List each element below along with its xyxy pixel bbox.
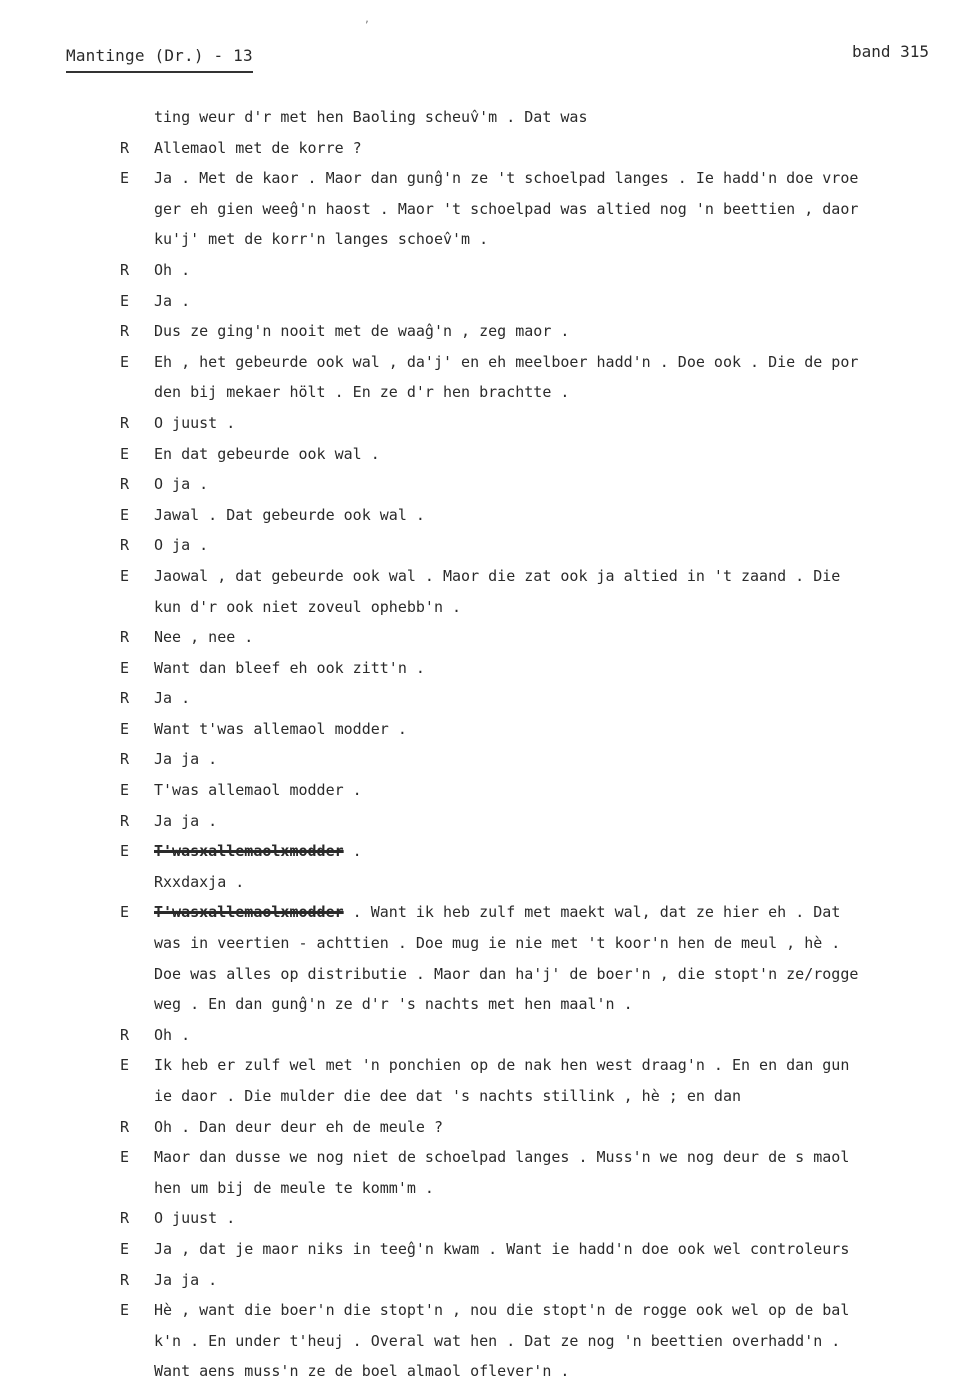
line-text: O ja . (154, 475, 209, 494)
line-text: was in veertien - achttien . Doe mug ie nie met 't koor'n hen de meul , hè . (154, 934, 841, 953)
utterance-text (154, 102, 979, 133)
speaker-label: E (120, 505, 130, 524)
transcript-entry (0, 1020, 979, 1051)
line-text: k'n . En under t'heuj . Overal wat hen . Dat ze nog 'n beettien overhadd'n . (154, 1331, 841, 1350)
transcript-entry (0, 255, 979, 286)
utterance-line (154, 1112, 979, 1143)
utterance-text (154, 1142, 979, 1203)
page-title: Mantinge (Dr.) - 13 (66, 46, 253, 73)
speaker-label: R (120, 628, 130, 647)
utterance-line (154, 1295, 979, 1326)
line-text: T'was allemaol modder . (154, 781, 362, 800)
utterance-text (154, 653, 979, 684)
utterance-text (154, 1203, 979, 1234)
transcript-entry (0, 714, 979, 745)
speaker-label: R (120, 322, 130, 341)
utterance-line (154, 102, 979, 133)
line-text: Jaowal , dat gebeurde ook wal . Maor die zat ook ja altied in 't zaand . Die (154, 566, 841, 585)
utterance-text (154, 1050, 979, 1111)
line-text: Want dan bleef eh ook zitt'n . (154, 658, 425, 677)
utterance-line (154, 1265, 979, 1296)
struck-text: T'wasxallemaolxmodder (154, 903, 344, 922)
line-text: Want aens muss'n ze de boel almaol oflever'n . (154, 1362, 570, 1381)
utterance-text (154, 897, 979, 1019)
line-text: . (343, 842, 362, 861)
utterance-text (154, 439, 979, 470)
transcript-entry (0, 1265, 979, 1296)
utterance-line (154, 1203, 979, 1234)
struck-text: T'wasxallemaolxmodder (154, 842, 344, 861)
utterance-text (154, 286, 979, 317)
utterance-line (154, 163, 979, 194)
line-text: Ja . (154, 689, 191, 708)
speaker-label: R (120, 750, 130, 769)
speaker-label: E (120, 291, 130, 310)
utterance-line (154, 653, 979, 684)
utterance-text (154, 1112, 979, 1143)
utterance-line (154, 1020, 979, 1051)
line-text: Doe was alles op distributie . Maor dan ha'j' de boer'n , die stopt'n ze/rogge (154, 964, 859, 983)
line-text: Ja ja . (154, 1270, 218, 1289)
line-text: Ja . Met de kaor . Maor dan gunĝ'n ze 't schoelpad langes . Ie hadd'n doe vroe (154, 169, 859, 188)
line-text: En dat gebeurde ook wal . (154, 444, 380, 463)
speaker-label: R (120, 689, 130, 708)
utterance-line (154, 959, 979, 990)
utterance-line (154, 1173, 979, 1204)
utterance-line (154, 408, 979, 439)
utterance-text (154, 622, 979, 653)
utterance-line (154, 1081, 979, 1112)
utterance-text (154, 867, 979, 898)
line-text: Want t'was allemaol modder . (154, 719, 407, 738)
utterance-line (154, 744, 979, 775)
utterance-line (154, 806, 979, 837)
line-text: Rxxdaxja . (154, 872, 245, 891)
transcript-entry (0, 1295, 979, 1387)
speaker-label: R (120, 1209, 130, 1228)
utterance-line (154, 1050, 979, 1081)
line-text: Hè , want die boer'n die stopt'n , nou die stopt'n de rogge ook wel op de bal (154, 1301, 850, 1320)
line-text: hen um bij de meule te komm'm . (154, 1178, 434, 1197)
transcript-entry (0, 806, 979, 837)
transcript-entry (0, 500, 979, 531)
utterance-line (154, 224, 979, 255)
transcript-entry (0, 653, 979, 684)
line-text: Dus ze ging'n nooit met de waaĝ'n , zeg maor . (154, 322, 570, 341)
transcript-entry (0, 408, 979, 439)
transcript-entry (0, 1112, 979, 1143)
speaker-label: E (120, 1301, 130, 1320)
utterance-line (154, 255, 979, 286)
utterance-line (154, 928, 979, 959)
line-text: Oh . (154, 1025, 191, 1044)
line-text: Eh , het gebeurde ook wal , da'j' en eh meelboer hadd'n . Doe ook . Die de por (154, 352, 859, 371)
utterance-text (154, 255, 979, 286)
speaker-label: E (120, 352, 130, 371)
utterance-line (154, 714, 979, 745)
line-text: ger eh gien weeĝ'n haost . Maor 't schoelpad was altied nog 'n beettien , daor (154, 199, 859, 218)
utterance-line (154, 439, 979, 470)
utterance-text (154, 744, 979, 775)
utterance-text (154, 683, 979, 714)
line-text: Maor dan dusse we nog niet de schoelpad langes . Muss'n we nog deur de s maol (154, 1148, 850, 1167)
utterance-line (154, 836, 979, 867)
utterance-line (154, 1326, 979, 1357)
speaker-label: E (120, 781, 130, 800)
speaker-label: E (120, 842, 130, 861)
line-text: Ik heb er zulf wel met 'n ponchien op de nak hen west draag'n . En en dan gun (154, 1056, 850, 1075)
speaker-label: R (120, 413, 130, 432)
utterance-line (154, 194, 979, 225)
line-text: Jawal . Dat gebeurde ook wal . (154, 505, 425, 524)
utterance-text (154, 806, 979, 837)
line-text: Allemaol met de korre ? (154, 138, 362, 157)
speaker-label: E (120, 444, 130, 463)
transcript-entry (0, 1234, 979, 1265)
scan-speck: , (364, 14, 371, 25)
speaker-label: R (120, 1025, 130, 1044)
transcript-entry (0, 133, 979, 164)
utterance-text (154, 163, 979, 255)
transcript-entry (0, 867, 979, 898)
band-number: band 315 (852, 42, 930, 61)
line-text: Nee , nee . (154, 628, 254, 647)
utterance-line (154, 1142, 979, 1173)
speaker-label: E (120, 169, 130, 188)
utterance-line (154, 989, 979, 1020)
transcript-entry (0, 286, 979, 317)
utterance-line (154, 683, 979, 714)
utterance-line (154, 1356, 979, 1387)
utterance-line (154, 347, 979, 378)
speaker-label: E (120, 1148, 130, 1167)
transcript-entry (0, 683, 979, 714)
utterance-line (154, 530, 979, 561)
transcript-entry (0, 744, 979, 775)
speaker-label: R (120, 1117, 130, 1136)
speaker-label: R (120, 1270, 130, 1289)
line-text: Oh . (154, 260, 191, 279)
speaker-label: R (120, 138, 130, 157)
utterance-text (154, 530, 979, 561)
transcript-entry (0, 775, 979, 806)
utterance-text (154, 316, 979, 347)
transcript-entry (0, 439, 979, 470)
utterance-line (154, 592, 979, 623)
line-text: kun d'r ook niet zoveul ophebb'n . (154, 597, 462, 616)
utterance-text (154, 1265, 979, 1296)
speaker-label: E (120, 1056, 130, 1075)
utterance-text (154, 500, 979, 531)
speaker-label: E (120, 658, 130, 677)
line-text: Ja , dat je maor niks in teeĝ'n kwam . Want ie hadd'n doe ook wel controleurs (154, 1239, 850, 1258)
utterance-text (154, 1020, 979, 1051)
transcript-entry (0, 1203, 979, 1234)
utterance-text (154, 836, 979, 867)
utterance-text (154, 133, 979, 164)
utterance-line (154, 377, 979, 408)
speaker-label: R (120, 536, 130, 555)
line-text: O juust . (154, 1209, 236, 1228)
transcript-entry (0, 836, 979, 867)
utterance-line (154, 775, 979, 806)
speaker-label: E (120, 1239, 130, 1258)
utterance-line (154, 561, 979, 592)
utterance-text (154, 1234, 979, 1265)
transcript-entry (0, 530, 979, 561)
transcript-entry (0, 622, 979, 653)
utterance-line (154, 867, 979, 898)
utterance-line (154, 622, 979, 653)
line-text: Ja ja . (154, 750, 218, 769)
line-text: den bij mekaer hölt . En ze d'r hen brachtte . (154, 383, 570, 402)
transcript-entry (0, 897, 979, 1019)
speaker-label: R (120, 475, 130, 494)
speaker-label: R (120, 260, 130, 279)
utterance-text (154, 714, 979, 745)
transcript-entry (0, 163, 979, 255)
utterance-text (154, 1295, 979, 1387)
transcript (0, 102, 979, 1387)
utterance-line (154, 316, 979, 347)
utterance-text (154, 408, 979, 439)
utterance-line (154, 897, 979, 928)
transcript-entry (0, 469, 979, 500)
speaker-label: E (120, 903, 130, 922)
utterance-text (154, 561, 979, 622)
transcript-entry (0, 102, 979, 133)
transcript-entry (0, 347, 979, 408)
utterance-line (154, 469, 979, 500)
speaker-label: E (120, 566, 130, 585)
utterance-line (154, 286, 979, 317)
line-text: O juust . (154, 413, 236, 432)
utterance-text (154, 347, 979, 408)
line-text: O ja . (154, 536, 209, 555)
line-text: Ja ja . (154, 811, 218, 830)
transcript-entry (0, 1142, 979, 1203)
line-text: ting weur d'r met hen Baoling scheuv̂'m . Dat was (154, 108, 588, 126)
speaker-label: E (120, 719, 130, 738)
transcript-entry (0, 561, 979, 622)
line-text: Oh . Dan deur deur eh de meule ? (154, 1117, 443, 1136)
line-text: . Want ik heb zulf met maekt wal, dat ze hier eh . Dat (343, 903, 841, 922)
utterance-text (154, 775, 979, 806)
line-text: ie daor . Die mulder die dee dat 's nachts stillink , hè ; en dan (154, 1087, 741, 1105)
utterance-line (154, 133, 979, 164)
line-text: weg . En dan gunĝ'n ze d'r 's nachts met hen maal'n . (154, 995, 633, 1014)
speaker-label: R (120, 811, 130, 830)
line-text: Ja . (154, 291, 191, 310)
transcript-entry (0, 316, 979, 347)
utterance-line (154, 500, 979, 531)
utterance-line (154, 1234, 979, 1265)
utterance-text (154, 469, 979, 500)
transcript-entry (0, 1050, 979, 1111)
line-text: ku'j' met de korr'n langes schoev̂'m . (154, 230, 489, 249)
